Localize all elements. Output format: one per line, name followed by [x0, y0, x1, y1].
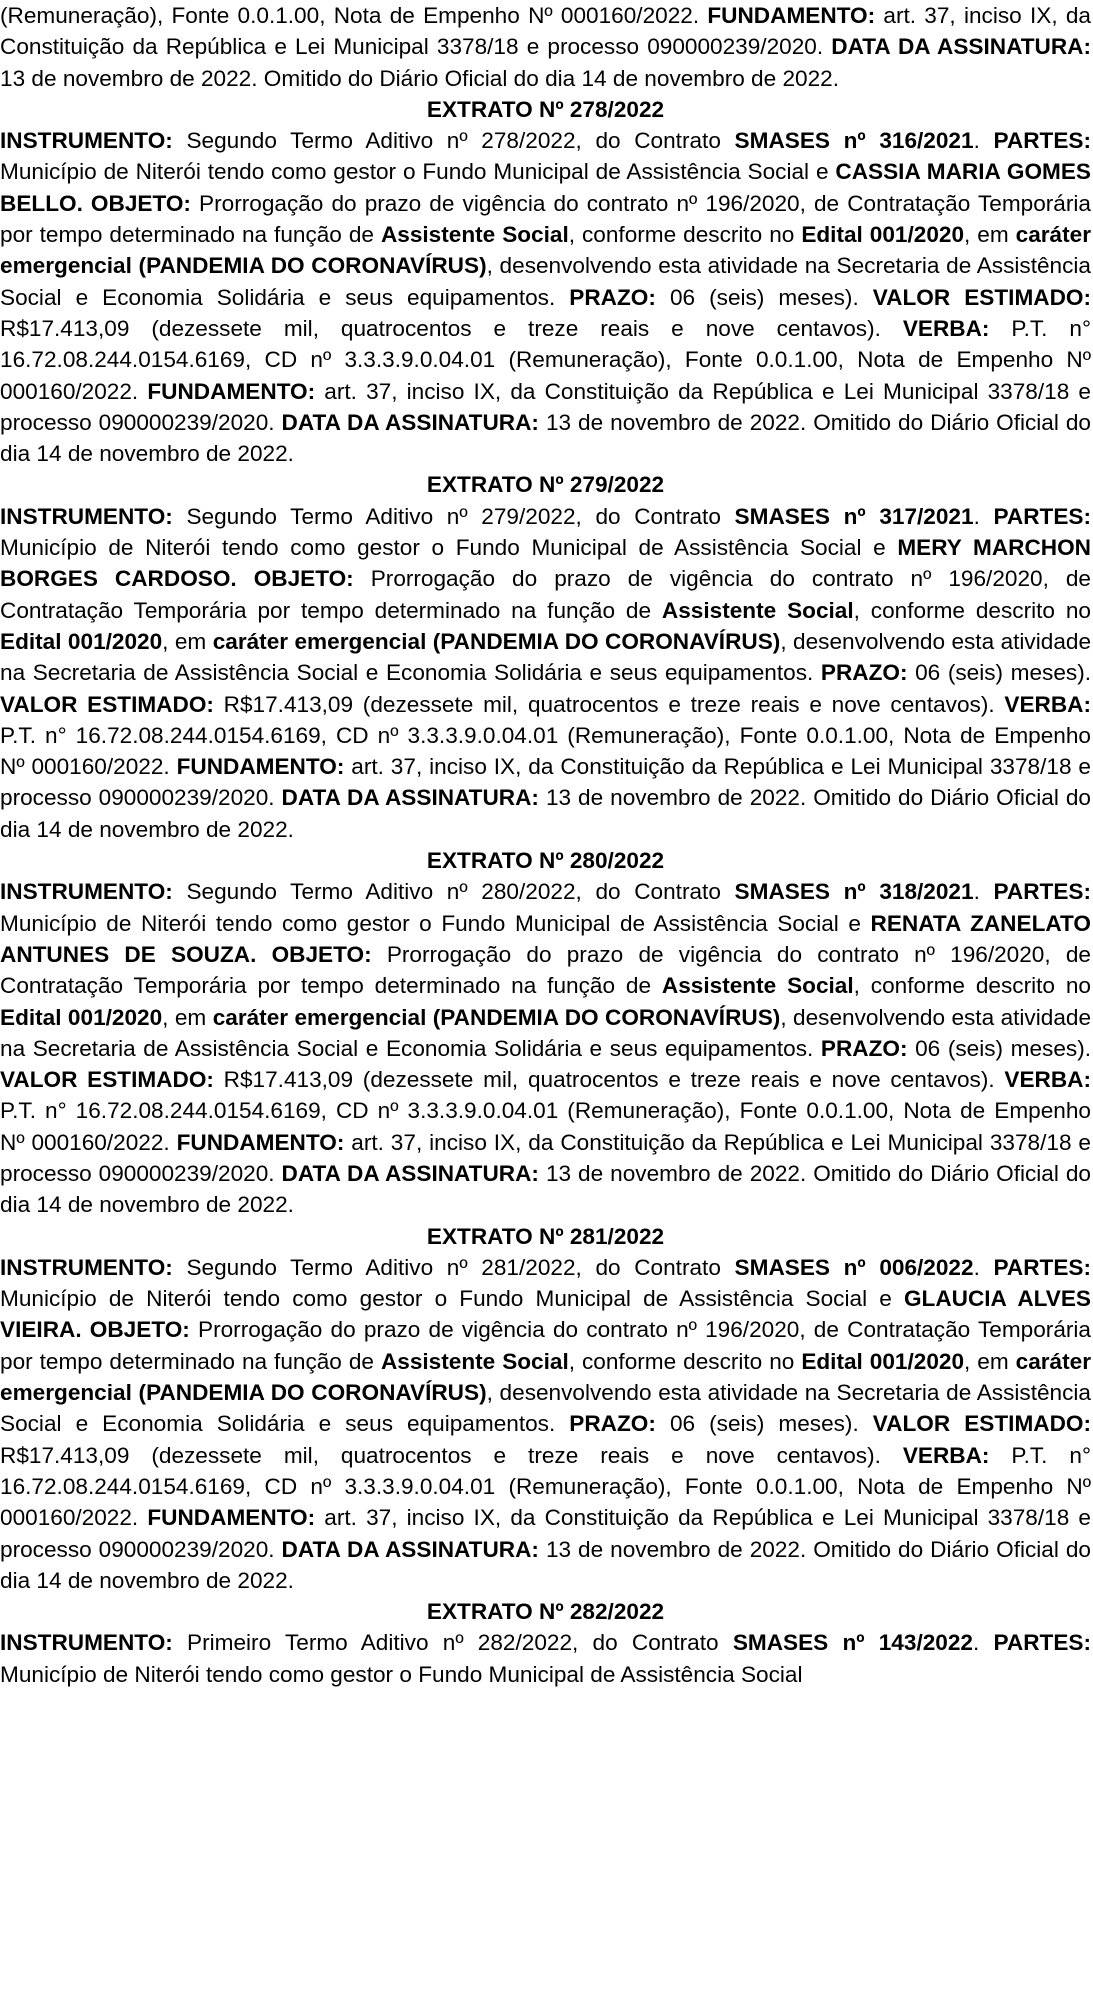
objeto-text: , desenvolvendo esta atividade na Secretaria de Assistência Social e Economia Solidária e seus equipamentos. — [0, 1004, 1092, 1061]
instrumento-text: Segundo Termo Aditivo nº 278/2022, do Contrato — [172, 128, 735, 154]
partes-label: PARTES: — [993, 503, 1091, 529]
prazo-text: 06 (seis) meses). — [907, 660, 1091, 686]
partes-label: PARTES: — [993, 1254, 1091, 1280]
partes-label: PARTES: — [993, 128, 1091, 154]
instrumento-text: Segundo Termo Aditivo nº 280/2022, do Contrato — [172, 879, 735, 905]
objeto-text: , conforme descrito no — [568, 1348, 802, 1374]
objeto-text: Prorrogação do prazo de vigência do contrato nº 196/2020, de Contratação Temporária por tempo determinado na função de — [0, 1317, 1092, 1374]
contrato-number: SMASES nº 006/2022 — [734, 1254, 974, 1280]
carater-emergencial: caráter emergencial (PANDEMIA DO CORONAVÍRUS) — [212, 628, 781, 654]
objeto-text: Prorrogação do prazo de vigência do contrato nº 196/2020, de Contratação Temporária por tempo determinado na função de — [0, 941, 1091, 999]
fundamento-text: art. 37, inciso IX, da Constituição da República e Lei Municipal 3378/18 e processo 090000239/2020. — [0, 1505, 1091, 1562]
contrato-number: SMASES nº 318/2021 — [734, 879, 974, 905]
extrato-body — [0, 876, 1091, 1220]
prazo-label: PRAZO: — [569, 1411, 656, 1437]
extrato-title: EXTRATO Nº 282/2022 — [426, 1599, 665, 1625]
prazo-text: 06 (seis) meses). — [655, 1411, 873, 1437]
instrumento-text: Primeiro Termo Aditivo nº 282/2022, do Contrato — [172, 1630, 733, 1656]
verba-text: P.T. n° 16.72.08.244.0154.6169, CD nº 3.3.3.9.0.04.01 (Remuneração), Fonte 0.0.1.00, Nota de Empenho Nº 000160/2022. — [0, 1442, 1091, 1531]
fundamento-text: art. 37, inciso IX, da Constituição da República e Lei Municipal 3378/18 e processo 090000239/2020. — [0, 1129, 1091, 1186]
partes-text: Município de Niterói tendo como gestor o Fundo Municipal de Assistência Social e — [0, 159, 836, 185]
instrumento-label: INSTRUMENTO: — [0, 1630, 173, 1656]
carater-emergencial: caráter emergencial (PANDEMIA DO CORONAVÍRUS) — [0, 222, 1091, 279]
data-assinatura-text: 13 de novembro de 2022. Omitido do Diário Oficial do dia 14 de novembro de 2022. — [0, 409, 1091, 467]
objeto-label: OBJETO: — [81, 1317, 190, 1343]
instrumento-text: Segundo Termo Aditivo nº 279/2022, do Contrato — [172, 503, 735, 529]
instrumento-text: Segundo Termo Aditivo nº 281/2022, do Contrato — [172, 1254, 735, 1280]
separator-text: . — [973, 879, 994, 905]
objeto-text: , conforme descrito no — [568, 222, 802, 248]
fundamento-label: FUNDAMENTO: — [147, 378, 316, 404]
objeto-text: Prorrogação do prazo de vigência do contrato nº 196/2020, de Contratação Temporária por tempo determinado na função de — [0, 566, 1091, 623]
separator-text: . — [973, 503, 994, 529]
extrato-title: EXTRATO Nº 279/2022 — [426, 472, 665, 498]
fundamento-text: art. 37, inciso IX, da Constituição da República e Lei Municipal 3378/18 e processo 090000239/2020. — [0, 378, 1091, 435]
instrumento-label: INSTRUMENTO: — [0, 128, 173, 154]
extrato-body — [0, 1252, 1091, 1596]
objeto-label: OBJETO: — [82, 190, 191, 216]
extrato-title: EXTRATO Nº 278/2022 — [426, 96, 665, 122]
data-assinatura-label: DATA DA ASSINATURA: — [281, 1536, 539, 1562]
prazo-text: 06 (seis) meses). — [907, 1035, 1091, 1061]
verba-text: P.T. n° 16.72.08.244.0154.6169, CD nº 3.3.3.9.0.04.01 (Remuneração), Fonte 0.0.1.00, Nota de Empenho Nº 000160/2022. — [0, 315, 1091, 404]
contrato-number: SMASES nº 316/2021 — [734, 128, 974, 154]
fundamento-label: FUNDAMENTO: — [707, 3, 876, 28]
objeto-label: OBJETO: — [236, 566, 354, 592]
funcao: Assistente Social — [380, 222, 569, 248]
objeto-text: , em — [162, 1004, 213, 1030]
valor-text: R$17.413,09 (dezessete mil, quatrocentos e treze reais e nove centavos). — [213, 1067, 1005, 1093]
partes-label: PARTES: — [993, 1630, 1091, 1656]
funcao: Assistente Social — [661, 597, 854, 623]
valor-text: R$17.413,09 (dezessete mil, quatrocentos e treze reais e nove centavos). — [213, 691, 1005, 717]
objeto-text: , em — [162, 628, 213, 654]
objeto-label: OBJETO: — [256, 941, 372, 967]
prazo-label: PRAZO: — [820, 1035, 908, 1061]
data-assinatura-label: DATA DA ASSINATURA: — [281, 1160, 539, 1186]
edital: Edital 001/2020 — [0, 628, 163, 654]
data-assinatura-label: DATA DA ASSINATURA: — [281, 785, 539, 811]
extrato-title: EXTRATO Nº 280/2022 — [426, 848, 665, 874]
partes-text: Município de Niterói tendo como gestor o Fundo Municipal de Assistência Social e — [0, 535, 898, 561]
carater-emergencial: caráter emergencial (PANDEMIA DO CORONAVÍRUS) — [0, 1348, 1091, 1406]
instrumento-label: INSTRUMENTO: — [0, 1254, 173, 1280]
fundamento-text: art. 37, inciso IX, da Constituição da República e Lei Municipal 3378/18 e processo 090000239/2020. — [0, 754, 1091, 811]
extrato-body — [0, 1627, 1091, 1690]
objeto-text: , desenvolvendo esta atividade na Secretaria de Assistência Social e Economia Solidária e seus equipamentos. — [0, 628, 1092, 686]
prazo-text: 06 (seis) meses). — [655, 284, 873, 310]
valor-label: VALOR ESTIMADO: — [872, 1411, 1091, 1437]
funcao: Assistente Social — [661, 973, 854, 999]
data-assinatura-label: DATA DA ASSINATURA: — [281, 409, 539, 435]
objeto-text: , desenvolvendo esta atividade na Secretaria de Assistência Social e Economia Solidária e seus equipamentos. — [0, 253, 1092, 310]
objeto-text: , conforme descrito no — [853, 973, 1091, 999]
valor-label: VALOR ESTIMADO: — [872, 284, 1091, 310]
partes-label: PARTES: — [993, 879, 1091, 905]
fundamento-label: FUNDAMENTO: — [147, 1505, 316, 1531]
contrato-number: SMASES nº 317/2021 — [734, 503, 974, 529]
verba-text: P.T. n° 16.72.08.244.0154.6169, CD nº 3.3.3.9.0.04.01 (Remuneração), Fonte 0.0.1.00, Nota de Empenho Nº 000160/2022. — [0, 722, 1091, 780]
objeto-text: , em — [964, 1348, 1016, 1374]
data-assinatura-label: DATA DA ASSINATURA: — [831, 34, 1091, 60]
valor-label: VALOR ESTIMADO: — [0, 1067, 214, 1093]
extrato-title: EXTRATO Nº 281/2022 — [426, 1223, 665, 1249]
edital: Edital 001/2020 — [0, 1004, 163, 1030]
valor-label: VALOR ESTIMADO: — [0, 691, 214, 717]
verba-text: P.T. n° 16.72.08.244.0154.6169, CD nº 3.3.3.9.0.04.01 (Remuneração), Fonte 0.0.1.00, Nota de Empenho Nº 000160/2022. — [0, 1098, 1091, 1155]
partes-text: Município de Niterói tendo como gestor o Fundo Municipal de Assistência Social e — [0, 910, 871, 936]
instrumento-label: INSTRUMENTO: — [0, 503, 173, 529]
contratado-nome: CASSIA MARIA GOMES BELLO. — [0, 159, 1091, 216]
partes-text: Município de Niterói tendo como gestor o Fundo Municipal de Assistência Social — [0, 1661, 803, 1687]
extrato-body — [0, 501, 1091, 845]
data-assinatura-text: 13 de novembro de 2022. Omitido do Diário Oficial do dia 14 de novembro de 2022. — [0, 1160, 1091, 1218]
contratado-nome: RENATA ZANELATO ANTUNES DE SOUZA. — [0, 910, 1091, 967]
objeto-text: , desenvolvendo esta atividade na Secretaria de Assistência Social e Economia Solidária e seus equipamentos. — [0, 1380, 1092, 1437]
contratado-nome: GLAUCIA ALVES VIEIRA. — [0, 1286, 1091, 1343]
verba-label: VERBA: — [1004, 1067, 1091, 1093]
prazo-label: PRAZO: — [820, 660, 908, 686]
objeto-text: , em — [964, 222, 1016, 248]
valor-text: R$17.413,09 (dezessete mil, quatrocentos e treze reais e nove centavos). — [0, 315, 903, 341]
separator-text: . — [973, 1254, 994, 1280]
contrato-number: SMASES nº 143/2022 — [732, 1630, 973, 1656]
objeto-text: , conforme descrito no — [853, 597, 1091, 623]
instrumento-label: INSTRUMENTO: — [0, 879, 173, 905]
edital: Edital 001/2020 — [801, 1348, 965, 1374]
data-assinatura-text: 13 de novembro de 2022. Omitido do Diário Oficial do dia 14 de novembro de 2022. — [0, 1536, 1091, 1593]
intro-text-1: (Remuneração), Fonte 0.0.1.00, Nota de Empenho Nº 000160/2022. — [0, 3, 708, 28]
fundamento-label: FUNDAMENTO: — [176, 1129, 345, 1155]
extrato-body — [0, 125, 1091, 469]
contratado-nome: MERY MARCHON BORGES CARDOSO. — [0, 535, 1091, 592]
intro-text-3: 13 de novembro de 2022. Omitido do Diário Oficial do dia 14 de novembro de 2022. — [0, 65, 840, 91]
carater-emergencial: caráter emergencial (PANDEMIA DO CORONAVÍRUS) — [212, 1004, 781, 1030]
verba-label: VERBA: — [902, 315, 990, 341]
verba-label: VERBA: — [902, 1442, 990, 1468]
data-assinatura-text: 13 de novembro de 2022. Omitido do Diário Oficial do dia 14 de novembro de 2022. — [0, 785, 1091, 842]
separator-text: . — [973, 128, 994, 154]
fundamento-label: FUNDAMENTO: — [176, 754, 345, 780]
partes-text: Município de Niterói tendo como gestor o Fundo Municipal de Assistência Social e — [0, 1286, 904, 1312]
funcao: Assistente Social — [380, 1348, 569, 1374]
intro-paragraph — [0, 0, 1091, 94]
edital: Edital 001/2020 — [801, 222, 965, 248]
objeto-text: Prorrogação do prazo de vigência do contrato nº 196/2020, de Contratação Temporária por tempo determinado na função de — [0, 190, 1091, 248]
separator-text: . — [972, 1630, 994, 1656]
intro-text-2: art. 37, inciso IX, da Constituição da República e Lei Municipal 3378/18 e processo 090000239/2020. — [0, 3, 1091, 60]
prazo-label: PRAZO: — [569, 284, 656, 310]
valor-text: R$17.413,09 (dezessete mil, quatrocentos e treze reais e nove centavos). — [0, 1442, 903, 1468]
verba-label: VERBA: — [1004, 691, 1091, 717]
